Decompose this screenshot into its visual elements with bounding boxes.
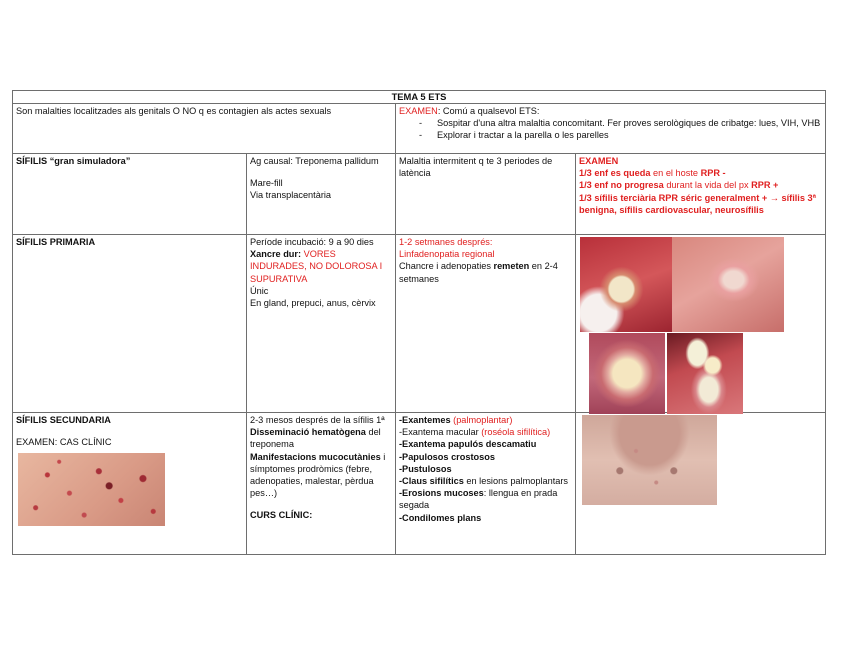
manifestations: Manifestacions mucocutànies i símptomes prodròmics (febre, adenopaties, malestar, pèrdua pes…) — [250, 451, 386, 499]
finding: -Condilomes plans — [399, 512, 482, 523]
finding: -Exantema macular (roséola sifilítica) — [399, 427, 551, 438]
table-title: TEMA 5 ETS — [13, 91, 826, 104]
chancre-location: En gland, prepuci, anus, cèrvix — [250, 298, 376, 309]
secundaria-name: SÍFILIS SECUNDARIA — [16, 415, 111, 425]
primaria-evolution — [396, 235, 576, 413]
transmission-mother: Mare-fill — [250, 178, 283, 189]
finding: -Exantema papulós descamatiu — [399, 439, 537, 450]
clinical-course-label: CURS CLÍNIC: — [250, 510, 313, 521]
sifilis-row — [13, 154, 826, 235]
primary-chancre-genital-photo — [589, 333, 665, 414]
exam-text: : Comú a qualsevol ETS: — [437, 106, 540, 116]
dissemination: Disseminació hematògena del treponema — [250, 427, 381, 450]
intro-row — [13, 104, 826, 154]
exam-bullets — [399, 117, 822, 141]
finding: -Pustulosos — [399, 463, 452, 474]
primary-chancre-lip-photo — [580, 237, 672, 332]
sifilis-agent-cell — [247, 154, 396, 235]
finding: -Exantemes (palmoplantar) — [399, 415, 513, 425]
exam-label: EXAMEN — [399, 106, 438, 116]
lymphadenopathy: Linfadenopatia regional — [399, 249, 495, 260]
sifilis-name: SÍFILIS “gran simuladora” — [13, 154, 247, 235]
primaria-name: SÍFILIS PRIMARIA — [13, 235, 247, 413]
sifilis-course: Malaltia intermitent q te 3 periodes de latència — [396, 154, 576, 235]
primary-chancre-mouth-photo — [667, 333, 743, 414]
sifilis-exam-cell — [576, 154, 826, 235]
chancre: Xancre dur: VORES INDURADES, NO DOLOROSA I SUPURATIVA — [250, 249, 383, 284]
secundaria-details — [247, 413, 396, 555]
exam-bullet: - Sospitar d'una altra malaltia concomitant. Fer proves serològiques de cribatge: lues, VIH, VHB — [399, 117, 822, 129]
finding: -Papulosos crostosos — [399, 451, 495, 462]
transmission-route: Via transplacentària — [250, 190, 332, 201]
chancre-unique: Únic — [250, 285, 269, 296]
primary-chancre-photo — [672, 237, 784, 332]
secondary-rash-photo — [18, 453, 165, 526]
outcome-2: 1/3 enf no progresa durant la vida del px RPR + — [579, 180, 779, 191]
remission: Chancre i adenopaties remeten en 2-4 setmanes — [399, 261, 558, 284]
intro-exam — [396, 104, 826, 154]
exam-bullet: - Explorar i tractar a la parella o les parelles — [399, 129, 822, 141]
secundaria-findings — [396, 413, 576, 555]
outcome-1: 1/3 enf es queda en el hoste RPR - — [579, 168, 726, 179]
exam-case: EXAMEN: CAS CLÍNIC — [16, 437, 112, 448]
incubation: Període incubació: 9 a 90 dies — [250, 237, 374, 247]
finding: -Claus sifilítics en lesions palmoplantars — [399, 476, 569, 487]
sifilis-exam-label: EXAMEN — [579, 156, 619, 166]
outcome-3: 1/3 sífilis terciària RPR séric generalment + → sífilis 3ª benigna, sífilis cardiovascular, neurosífilis — [579, 192, 817, 215]
after-weeks: 1-2 setmanes després: — [399, 237, 493, 247]
primaria-details — [247, 235, 396, 413]
secundaria-timing: 2-3 mesos després de la sífilis 1ª — [250, 415, 385, 425]
causal-agent: Ag causal: Treponema pallidum — [250, 156, 379, 166]
intro-definition: Son malalties localitzades als genitals O NO q es contagien als actes sexuals — [13, 104, 396, 154]
secondary-chest-rash-photo — [582, 415, 717, 505]
finding: -Erosions mucoses: llengua en prada segada — [399, 488, 558, 511]
